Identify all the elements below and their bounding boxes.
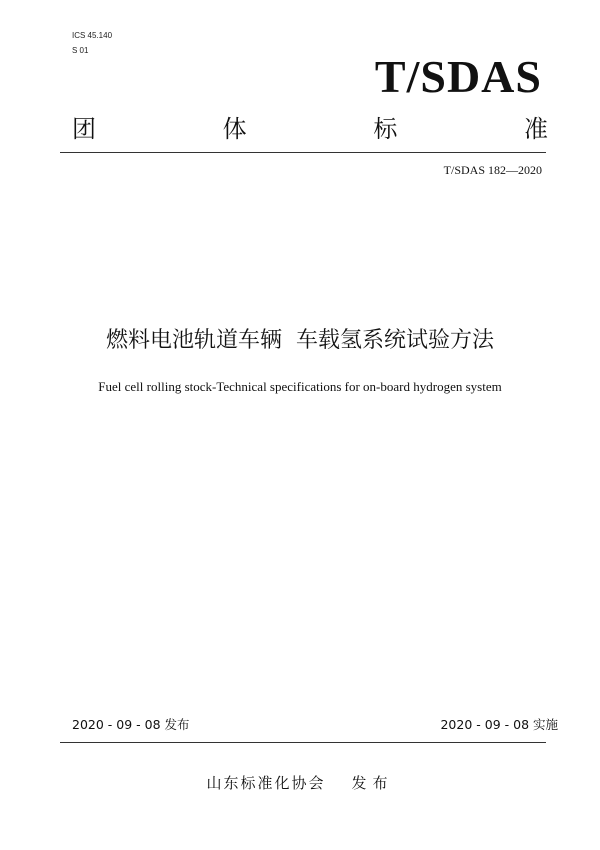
- document-title-english: Fuel cell rolling stock-Technical specifications for on-board hydrogen system: [98, 379, 502, 394]
- implementation-date: 2020 - 09 - 08 实施: [440, 717, 558, 732]
- document-type-char: 体: [222, 115, 247, 143]
- ics-code: ICS 45.140: [72, 31, 113, 40]
- publisher-action: 发布: [351, 774, 394, 792]
- footer-divider: [60, 742, 546, 743]
- publisher-line: [0, 773, 600, 793]
- publisher-organization: 山东标准化协会: [206, 774, 326, 792]
- standard-number: T/SDAS 182—2020: [443, 163, 542, 177]
- ccs-code: S 01: [72, 46, 89, 55]
- document-type-char: 准: [523, 115, 548, 143]
- document-type-char: 标: [373, 115, 398, 143]
- document-title-chinese: 燃料电池轨道车辆 车载氢系统试验方法: [106, 328, 494, 353]
- standard-brand: T/SDAS: [374, 51, 542, 102]
- header-divider: [60, 152, 546, 153]
- issue-date: 2020 - 09 - 08 发布: [72, 717, 190, 732]
- document-type-char: 团: [72, 115, 96, 143]
- document-type: [72, 114, 548, 144]
